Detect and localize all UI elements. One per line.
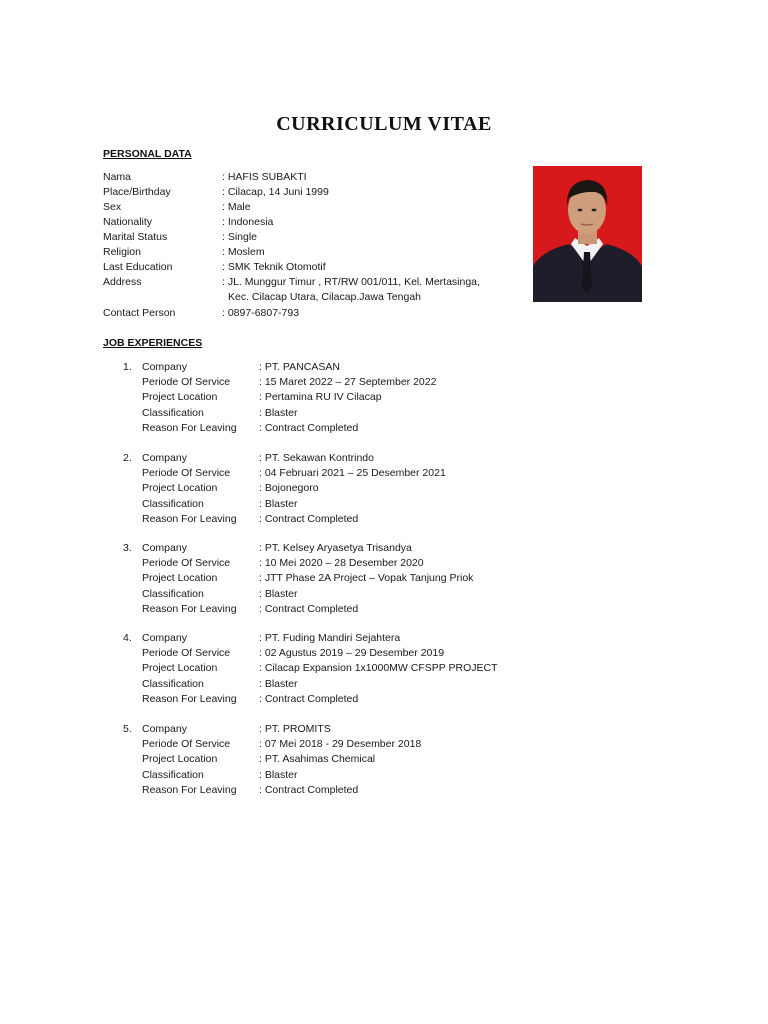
job-row-period-of-service <box>123 556 543 571</box>
job-field-value: : PT. Kelsey Aryasetya Trisandya <box>259 542 412 554</box>
job-field-value: : Blaster <box>259 587 298 600</box>
job-field-label: Periode Of Service <box>142 647 231 660</box>
job-field-value: : PT. Fuding Mandiri Sejahtera <box>259 632 401 644</box>
job-field-label: Company <box>142 723 187 735</box>
job-number: 4. <box>123 632 132 644</box>
job-field-value: : Blaster <box>259 497 298 510</box>
personal-label: Last Education <box>103 261 173 273</box>
job-row-company <box>123 360 543 375</box>
personal-value: : JL. Munggur Timur , RT/RW 001/011, Kel. Mertasinga, <box>222 276 480 288</box>
job-field-value: : Contract Completed <box>259 602 359 615</box>
job-entry <box>123 631 543 707</box>
job-row-project-location <box>123 390 543 405</box>
job-field-value: : PT. Asahimas Chemical <box>259 753 376 766</box>
personal-label: Contact Person <box>103 307 176 319</box>
job-entry <box>123 541 543 617</box>
job-field-label: Project Location <box>142 482 218 495</box>
job-field-label: Project Location <box>142 391 218 404</box>
job-field-value: : 07 Mei 2018 - 29 Desember 2018 <box>259 738 422 751</box>
job-field-value: : Contract Completed <box>259 421 359 434</box>
job-field-label: Reason For Leaving <box>142 512 237 525</box>
job-row-reason-for-leaving <box>123 512 543 527</box>
job-row-project-location <box>123 661 543 676</box>
personal-label: Nama <box>103 171 132 183</box>
personal-label: Marital Status <box>103 231 168 243</box>
job-field-label: Classification <box>142 497 204 510</box>
job-row-reason-for-leaving <box>123 602 543 617</box>
job-row-project-location <box>123 571 543 586</box>
job-field-value: : Contract Completed <box>259 692 359 705</box>
job-row-company <box>123 541 543 556</box>
job-field-value: : PT. Sekawan Kontrindo <box>259 452 374 464</box>
job-field-value: : 10 Mei 2020 – 28 Desember 2020 <box>259 557 424 570</box>
job-row-reason-for-leaving <box>123 783 543 798</box>
job-row-classification <box>123 406 543 421</box>
job-entry <box>123 722 543 798</box>
job-row-company <box>123 631 543 646</box>
job-field-label: Reason For Leaving <box>142 783 237 796</box>
personal-value: : HAFIS SUBAKTI <box>222 171 307 183</box>
job-field-label: Company <box>142 361 187 373</box>
job-entry <box>123 360 543 436</box>
job-field-value: : Bojonegoro <box>259 482 319 495</box>
job-row-classification <box>123 768 543 783</box>
job-field-label: Classification <box>142 587 204 600</box>
job-field-value: : Blaster <box>259 768 298 781</box>
personal-value: : Indonesia <box>222 216 274 228</box>
job-field-label: Project Location <box>142 753 218 766</box>
job-field-value: : Blaster <box>259 406 298 419</box>
job-field-label: Periode Of Service <box>142 738 231 751</box>
job-field-value: : PT. PROMITS <box>259 723 331 735</box>
job-field-label: Project Location <box>142 572 218 585</box>
job-field-value: : 02 Agustus 2019 – 29 Desember 2019 <box>259 647 445 660</box>
job-number: 2. <box>123 452 132 464</box>
job-row-reason-for-leaving <box>123 421 543 436</box>
job-field-value: : Blaster <box>259 677 298 690</box>
job-field-label: Classification <box>142 406 204 419</box>
job-field-label: Company <box>142 632 187 644</box>
personal-value: : Male <box>222 201 251 213</box>
job-row-classification <box>123 587 543 602</box>
personal-label: Address <box>103 276 142 288</box>
job-field-label: Reason For Leaving <box>142 602 237 615</box>
personal-data-heading: PERSONAL DATA <box>103 148 192 160</box>
job-field-value: : Contract Completed <box>259 783 359 796</box>
job-row-period-of-service <box>123 737 543 752</box>
job-row-project-location <box>123 752 543 767</box>
job-experiences-heading: JOB EXPERIENCES <box>103 337 203 349</box>
personal-label: Place/Birthday <box>103 186 171 198</box>
personal-value: : Moslem <box>222 246 265 258</box>
job-row-period-of-service <box>123 375 543 390</box>
job-field-label: Periode Of Service <box>142 376 231 389</box>
job-field-label: Periode Of Service <box>142 557 231 570</box>
job-field-label: Classification <box>142 677 204 690</box>
job-field-label: Reason For Leaving <box>142 421 237 434</box>
job-field-label: Company <box>142 542 187 554</box>
job-number: 5. <box>123 723 132 735</box>
job-entry <box>123 451 543 527</box>
job-row-company <box>123 451 543 466</box>
personal-value: : Cilacap, 14 Juni 1999 <box>222 186 329 198</box>
personal-label: Sex <box>103 201 122 213</box>
portrait-illustration <box>533 166 642 302</box>
document-title: CURRICULUM VITAE <box>276 113 492 135</box>
job-row-classification <box>123 497 543 512</box>
job-field-label: Company <box>142 452 187 464</box>
personal-value: : SMK Teknik Otomotif <box>222 261 326 273</box>
job-row-project-location <box>123 481 543 496</box>
personal-label: Nationality <box>103 216 153 228</box>
job-field-label: Periode Of Service <box>142 467 231 480</box>
job-number: 1. <box>123 361 132 373</box>
job-row-company <box>123 722 543 737</box>
job-row-period-of-service <box>123 466 543 481</box>
job-row-reason-for-leaving <box>123 692 543 707</box>
job-field-value: : 04 Februari 2021 – 25 Desember 2021 <box>259 467 446 480</box>
job-field-value: : 15 Maret 2022 – 27 September 2022 <box>259 376 437 389</box>
personal-value-continued: Kec. Cilacap Utara, Cilacap.Jawa Tengah <box>228 291 421 303</box>
job-row-period-of-service <box>123 646 543 661</box>
job-field-value: : Pertamina RU IV Cilacap <box>259 391 382 404</box>
job-row-classification <box>123 677 543 692</box>
personal-value: : 0897-6807-793 <box>222 307 300 319</box>
profile-photo <box>533 166 642 302</box>
job-number: 3. <box>123 542 132 554</box>
personal-label: Religion <box>103 246 141 258</box>
job-field-label: Reason For Leaving <box>142 692 237 705</box>
job-field-value: : Cilacap Expansion 1x1000MW CFSPP PROJECT <box>259 662 498 675</box>
job-field-value: : JTT Phase 2A Project – Vopak Tanjung Priok <box>259 572 474 585</box>
personal-value: : Single <box>222 231 258 243</box>
job-field-value: : PT. PANCASAN <box>259 361 340 373</box>
job-field-value: : Contract Completed <box>259 512 359 525</box>
job-field-label: Classification <box>142 768 204 781</box>
job-field-label: Project Location <box>142 662 218 675</box>
